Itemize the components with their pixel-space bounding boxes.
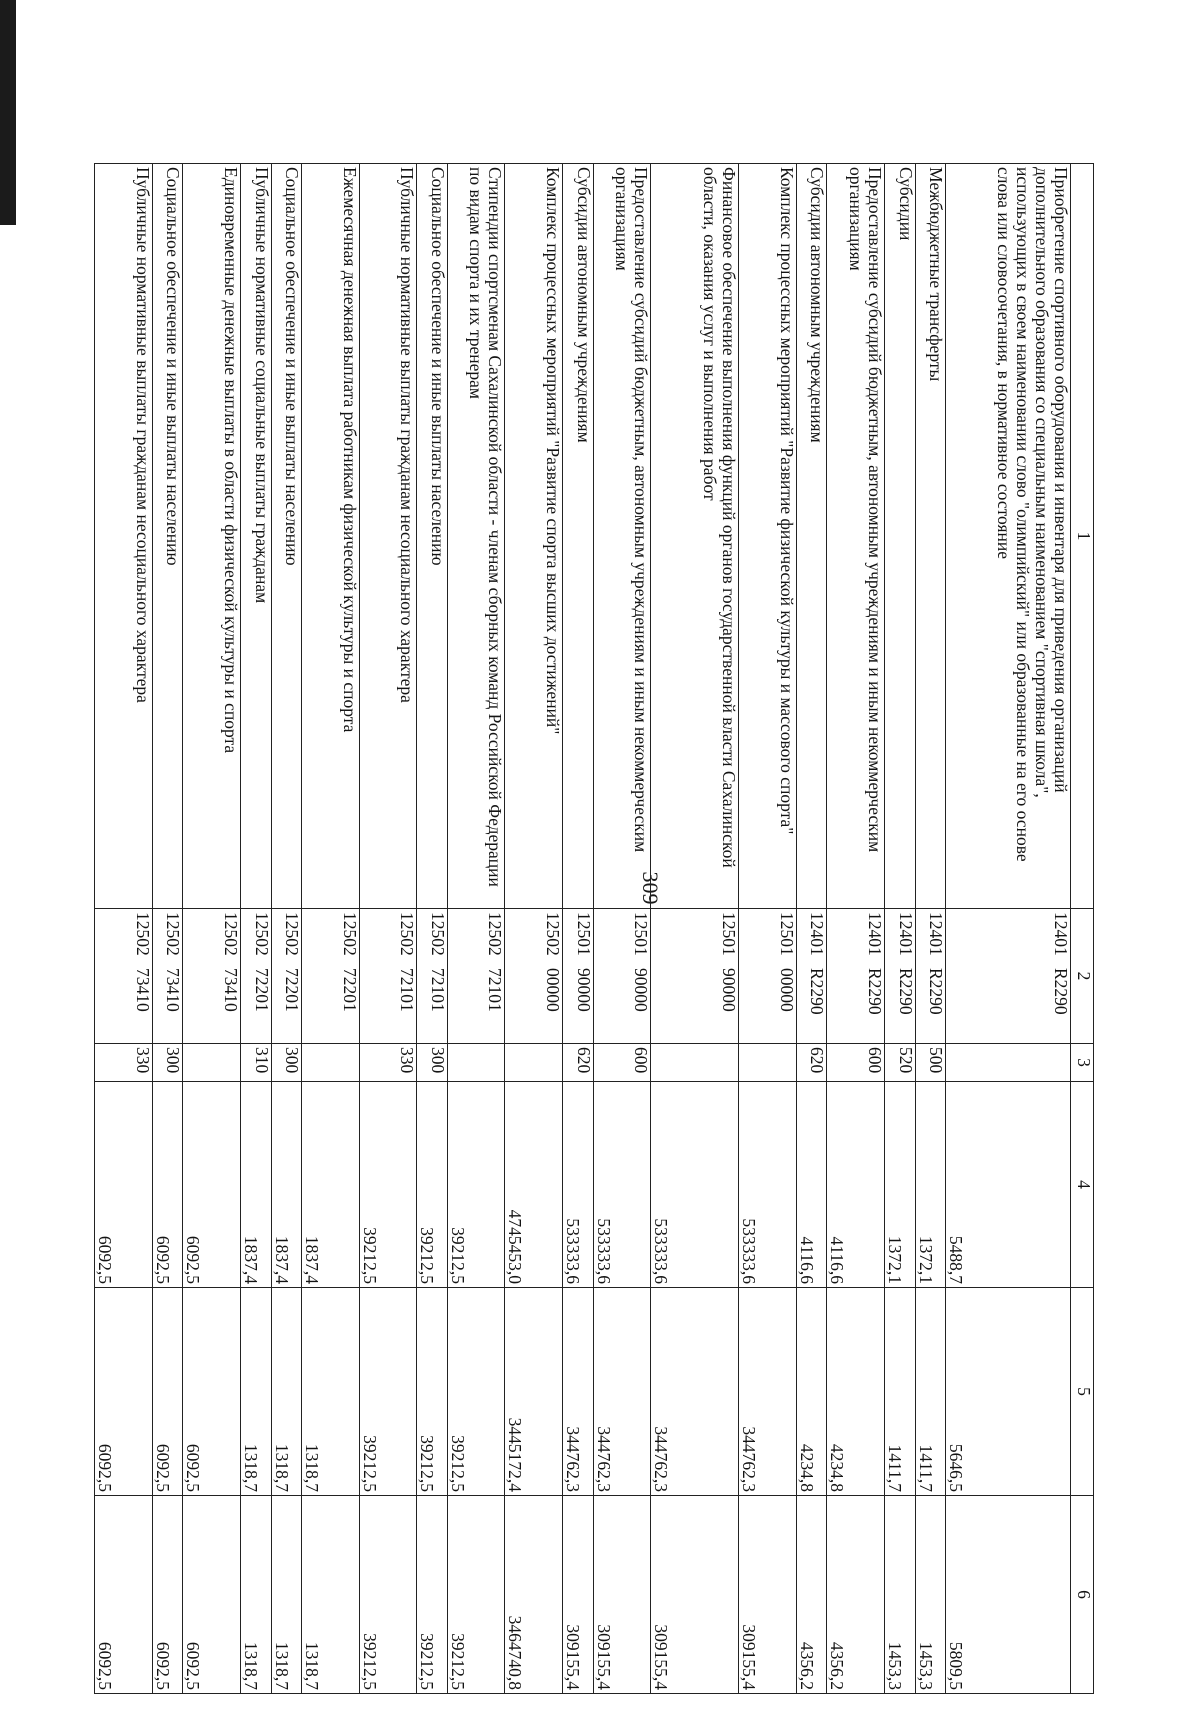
direction-code: 72101 [427,968,448,1012]
row-amount-cell-4: 6092,5 [95,1082,153,1288]
row-amount-cell-5: 5646,5 [946,1288,1071,1496]
row-name-cell: Социальное обеспечение и иные выплаты населению [271,164,302,909]
table-row [447,164,504,1694]
table-row [359,164,416,1694]
table-row [593,164,650,1694]
program-code: 12502 [132,912,153,956]
table-row [884,164,915,1694]
row-expense-type-cell [739,1044,796,1082]
direction-code: R2290 [864,968,885,1015]
row-expense-type-cell [505,1044,562,1082]
program-code: 12502 [542,912,563,956]
direction-code: 72201 [251,968,272,1012]
row-amount-cell-4: 6092,5 [152,1082,183,1288]
row-expense-type-cell: 310 [240,1044,271,1082]
row-code-cell [302,909,359,1044]
row-amount-cell-6: 5809,5 [946,1496,1071,1694]
row-code-cell [827,909,884,1044]
table-row [302,164,359,1694]
budget-table-container [94,163,1094,1693]
scan-edge-bar [0,0,16,225]
row-amount-cell-5: 344762,3 [650,1288,738,1496]
row-amount-cell-6: 39212,5 [359,1496,416,1694]
program-code: 12401 [895,912,916,956]
table-row [152,164,183,1694]
direction-code: 72201 [339,968,360,1012]
table-row [95,164,153,1694]
direction-code: R2290 [926,968,947,1015]
row-expense-type-cell [302,1044,359,1082]
row-code-cell [95,909,153,1044]
row-amount-cell-4: 39212,5 [447,1082,504,1288]
row-amount-cell-4: 1372,1 [915,1082,946,1288]
row-expense-type-cell: 620 [562,1044,593,1082]
table-row [739,164,796,1694]
header-cell-3: 3 [1071,1044,1094,1082]
table-row [417,164,448,1694]
program-code: 12401 [864,912,885,956]
row-name-cell: Предоставление субсидий бюджетным, автономным учреждениям и иным некоммерческим организациям [827,164,884,909]
row-amount-cell-5: 344762,3 [739,1288,796,1496]
program-code: 12502 [163,912,184,956]
row-amount-cell-6: 309155,4 [739,1496,796,1694]
row-name-cell: Социальное обеспечение и иные выплаты населению [152,164,183,909]
direction-code: R2290 [807,968,828,1015]
table-row [183,164,240,1694]
program-code: 12502 [220,912,241,956]
table-row [946,164,1071,1694]
row-amount-cell-5: 4234,8 [796,1288,827,1496]
program-code: 12501 [719,912,740,956]
row-expense-type-cell [183,1044,240,1082]
direction-code: 90000 [719,968,740,1012]
table-row [562,164,593,1694]
program-code: 12401 [1051,912,1071,956]
table-row [650,164,738,1694]
direction-code: 00000 [776,968,797,1012]
row-amount-cell-5: 39212,5 [359,1288,416,1496]
row-name-cell: Комплекс процессных мероприятий "Развитие спорта высших достижений" [505,164,562,909]
row-amount-cell-5: 39212,5 [417,1288,448,1496]
row-amount-cell-4: 533333,6 [650,1082,738,1288]
row-amount-cell-4: 4116,6 [827,1082,884,1288]
row-code-cell [739,909,796,1044]
row-amount-cell-5: 344762,3 [593,1288,650,1496]
row-name-cell: Приобретение спортивного оборудования и инвентаря для приведения организаций дополнительного образования со специальным наименованием "спортивная школа", использующих в своем наименовании слово "олимпийский" или образованные на его основе слова или словосочетания, в нормативное состояние [946,164,1071,909]
row-amount-cell-5: 344762,3 [562,1288,593,1496]
row-name-cell: Социальное обеспечение и иные выплаты населению [417,164,448,909]
program-code: 12502 [251,912,272,956]
row-code-cell [562,909,593,1044]
direction-code: R2290 [895,968,916,1015]
row-amount-cell-6: 1318,7 [271,1496,302,1694]
direction-code: 00000 [542,968,563,1012]
row-amount-cell-6: 39212,5 [417,1496,448,1694]
row-amount-cell-6: 309155,4 [593,1496,650,1694]
row-code-cell [593,909,650,1044]
table-body [95,164,1071,1694]
budget-table [94,163,1094,1694]
row-name-cell: Предоставление субсидий бюджетным, автономным учреждениям и иным некоммерческим организациям [593,164,650,909]
row-code-cell [447,909,504,1044]
table-row [915,164,946,1694]
row-expense-type-cell [447,1044,504,1082]
direction-code: 90000 [630,968,651,1012]
row-amount-cell-4: 533333,6 [739,1082,796,1288]
row-amount-cell-5: 6092,5 [183,1288,240,1496]
table-row [827,164,884,1694]
row-amount-cell-5: 1411,7 [884,1288,915,1496]
row-amount-cell-4: 5488,7 [946,1082,1071,1288]
row-amount-cell-6: 6092,5 [183,1496,240,1694]
direction-code: 73410 [163,968,184,1012]
row-name-cell: Комплекс процессных мероприятий "Развитие физической культуры и массового спорта" [739,164,796,909]
row-code-cell [796,909,827,1044]
header-cell-4: 4 [1071,1082,1094,1288]
header-cell-5: 5 [1071,1288,1094,1496]
row-code-cell [505,909,562,1044]
program-code: 12502 [427,912,448,956]
row-expense-type-cell: 600 [593,1044,650,1082]
row-amount-cell-5: 6092,5 [95,1288,153,1496]
program-code: 12501 [630,912,651,956]
row-expense-type-cell: 500 [915,1044,946,1082]
row-amount-cell-6: 1453,3 [915,1496,946,1694]
row-amount-cell-4: 1837,4 [271,1082,302,1288]
row-amount-cell-4: 39212,5 [417,1082,448,1288]
direction-code: 90000 [573,968,594,1012]
program-code: 12401 [926,912,947,956]
row-name-cell: Финансовое обеспечение выполнения функций органов государственной власти Сахалинской области, оказания услуг и выполнения работ [650,164,738,909]
direction-code: 73410 [220,968,241,1012]
row-code-cell [359,909,416,1044]
direction-code: 73410 [132,968,153,1012]
header-row [1071,164,1094,1694]
row-amount-cell-4: 1837,4 [302,1082,359,1288]
row-code-cell [884,909,915,1044]
row-name-cell: Ежемесячная денежная выплата работникам физической культуры и спорта [302,164,359,909]
row-amount-cell-6: 4356,2 [796,1496,827,1694]
row-name-cell: Субсидии [884,164,915,909]
row-amount-cell-5: 3445172,4 [505,1288,562,1496]
row-expense-type-cell: 620 [796,1044,827,1082]
row-code-cell [946,909,1071,1044]
row-amount-cell-4: 533333,6 [562,1082,593,1288]
row-amount-cell-5: 39212,5 [447,1288,504,1496]
row-amount-cell-4: 39212,5 [359,1082,416,1288]
row-expense-type-cell: 520 [884,1044,915,1082]
table-row [796,164,827,1694]
row-amount-cell-6: 309155,4 [562,1496,593,1694]
row-amount-cell-6: 6092,5 [95,1496,153,1694]
direction-code: 72201 [282,968,303,1012]
row-amount-cell-5: 4234,8 [827,1288,884,1496]
row-expense-type-cell [650,1044,738,1082]
header-cell-6: 6 [1071,1496,1094,1694]
row-amount-cell-5: 6092,5 [152,1288,183,1496]
table-row [271,164,302,1694]
row-name-cell: Стипендии спортсменам Сахалинской области - членам сборных команд Российской Федерации по видам спорта и их тренерам [447,164,504,909]
program-code: 12501 [776,912,797,956]
row-amount-cell-6: 4356,2 [827,1496,884,1694]
page-number: 309 [638,871,663,905]
program-code: 12502 [339,912,360,956]
row-amount-cell-5: 1411,7 [915,1288,946,1496]
row-expense-type-cell: 300 [271,1044,302,1082]
row-code-cell [152,909,183,1044]
row-amount-cell-6: 1453,3 [884,1496,915,1694]
row-expense-type-cell: 300 [152,1044,183,1082]
program-code: 12501 [573,912,594,956]
table-row [505,164,562,1694]
row-name-cell: Межбюджетные трансферты [915,164,946,909]
row-amount-cell-6: 309155,4 [650,1496,738,1694]
row-expense-type-cell [946,1044,1071,1082]
program-code: 12502 [282,912,303,956]
row-name-cell: Единовременные денежные выплаты в области физической культуры и спорта [183,164,240,909]
row-name-cell: Субсидии автономным учреждениям [796,164,827,909]
row-code-cell [271,909,302,1044]
program-code: 12502 [485,912,506,956]
header-cell-2: 2 [1071,909,1094,1044]
row-amount-cell-5: 1318,7 [240,1288,271,1496]
direction-code: 72101 [397,968,418,1012]
direction-code: 72101 [485,968,506,1012]
row-amount-cell-4: 6092,5 [183,1082,240,1288]
header-cell-1: 1 [1071,164,1094,909]
table-row [240,164,271,1694]
row-name-cell: Субсидии автономным учреждениям [562,164,593,909]
row-expense-type-cell: 300 [417,1044,448,1082]
row-name-cell: Публичные нормативные выплаты гражданам несоциального характера [95,164,153,909]
row-amount-cell-4: 1837,4 [240,1082,271,1288]
row-amount-cell-4: 533333,6 [593,1082,650,1288]
row-amount-cell-6: 1318,7 [240,1496,271,1694]
row-amount-cell-4: 4116,6 [796,1082,827,1288]
row-code-cell [650,909,738,1044]
row-code-cell [915,909,946,1044]
row-code-cell [240,909,271,1044]
row-amount-cell-6: 6092,5 [152,1496,183,1694]
row-expense-type-cell: 330 [95,1044,153,1082]
row-amount-cell-4: 1372,1 [884,1082,915,1288]
program-code: 12401 [807,912,828,956]
row-amount-cell-6: 39212,5 [447,1496,504,1694]
row-amount-cell-5: 1318,7 [302,1288,359,1496]
program-code: 12502 [397,912,418,956]
row-code-cell [183,909,240,1044]
row-code-cell [417,909,448,1044]
row-amount-cell-4: 4745453,0 [505,1082,562,1288]
row-amount-cell-5: 1318,7 [271,1288,302,1496]
row-amount-cell-6: 1318,7 [302,1496,359,1694]
row-expense-type-cell: 600 [827,1044,884,1082]
direction-code: R2290 [1051,968,1071,1015]
row-expense-type-cell: 330 [359,1044,416,1082]
row-name-cell: Публичные нормативные социальные выплаты гражданам [240,164,271,909]
row-name-cell: Публичные нормативные выплаты гражданам несоциального характера [359,164,416,909]
row-amount-cell-6: 3464740,8 [505,1496,562,1694]
